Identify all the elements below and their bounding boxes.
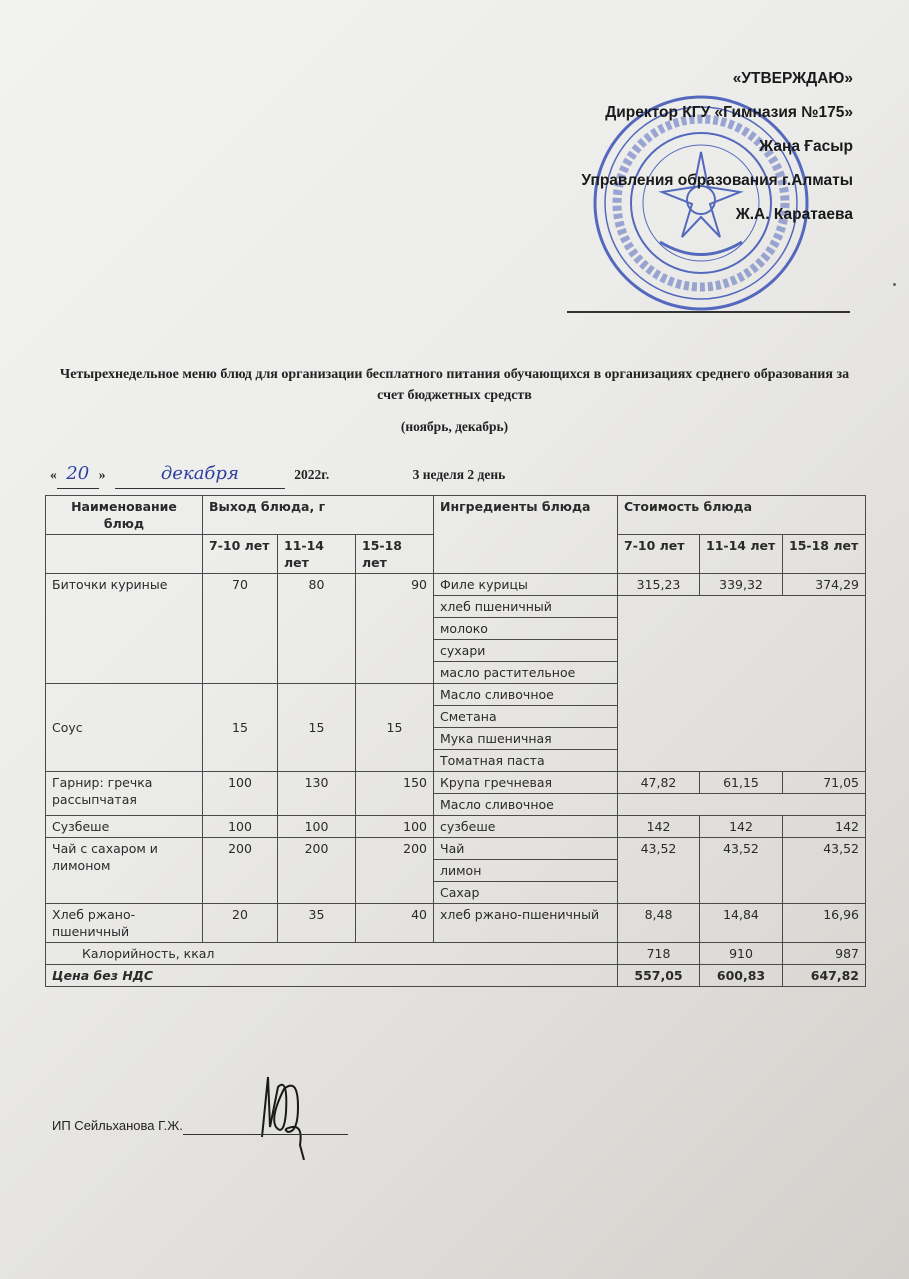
yield-7-10: 100: [203, 772, 278, 816]
cost-15-18: 71,05: [783, 772, 866, 794]
date-open-quote: «: [50, 467, 57, 482]
speck: [893, 283, 896, 286]
approval-director: Директор КГУ «Гимназия №175»: [605, 104, 853, 121]
cost-15-18: 16,96: [783, 904, 866, 943]
calories-label: Калорийность, ккал: [46, 943, 618, 965]
document-period: (ноябрь, декабрь): [400, 419, 509, 434]
ingredient: масло растительное: [434, 662, 618, 684]
yield-15-18: 100: [356, 816, 434, 838]
cost-7-10: 8,48: [618, 904, 700, 943]
date-line: [50, 462, 909, 489]
footer-area: [0, 1047, 909, 1177]
price-11-14: 600,83: [700, 965, 783, 987]
header-cost: Стоимость блюда: [618, 496, 866, 535]
header-yield-11-14: 11-14 лет: [278, 535, 356, 574]
yield-7-10: 200: [203, 838, 278, 904]
table-row: [46, 772, 866, 794]
cost-11-14: 339,32: [700, 574, 783, 596]
ingredient: Мука пшеничная: [434, 728, 618, 750]
yield-7-10: 100: [203, 816, 278, 838]
dish-name: Биточки куриные: [46, 574, 203, 684]
ingredient: Чай: [434, 838, 618, 860]
header-yield: Выход блюда, г: [203, 496, 434, 535]
yield-15-18: 150: [356, 772, 434, 816]
yield-7-10: 70: [203, 574, 278, 684]
ingredient: Сахар: [434, 882, 618, 904]
ingredient: сухари: [434, 640, 618, 662]
calories-7-10: 718: [618, 943, 700, 965]
price-7-10: 557,05: [618, 965, 700, 987]
menu-table: [45, 495, 866, 987]
yield-7-10: 20: [203, 904, 278, 943]
yield-11-14: 200: [278, 838, 356, 904]
header-cost-7-10: 7-10 лет: [618, 535, 700, 574]
cost-blank: [618, 794, 866, 816]
price-row: [46, 965, 866, 987]
signer-name: ИП Сейльханова Г.Ж.: [52, 1118, 183, 1133]
header-blank: [46, 535, 203, 574]
yield-11-14: 35: [278, 904, 356, 943]
calories-row: [46, 943, 866, 965]
date-year: 2022г.: [294, 467, 330, 482]
header-yield-15-18: 15-18 лет: [356, 535, 434, 574]
header-ingredients: Ингредиенты блюда: [434, 496, 618, 574]
dish-name: Гарнир: гречка рассыпчатая: [46, 772, 203, 816]
approval-block: [581, 62, 853, 232]
price-15-18: 647,82: [783, 965, 866, 987]
price-label: Цена без НДС: [46, 965, 618, 987]
cost-15-18: 374,29: [783, 574, 866, 596]
yield-11-14: 130: [278, 772, 356, 816]
ingredient: молоко: [434, 618, 618, 640]
yield-11-14: 80: [278, 574, 356, 684]
table-row: [46, 904, 866, 943]
ingredient: Томатная паста: [434, 750, 618, 772]
ingredient: лимон: [434, 860, 618, 882]
yield-15-18: 15: [356, 684, 434, 772]
week-day: 3 неделя 2 день: [412, 467, 506, 482]
ingredient: хлеб пшеничный: [434, 596, 618, 618]
approval-name: Ж.А. Каратаева: [735, 206, 853, 223]
cost-11-14: 43,52: [700, 838, 783, 904]
table-row: [46, 838, 866, 860]
dish-name: Хлеб ржано-пшеничный: [46, 904, 203, 943]
ingredient: сузбеше: [434, 816, 618, 838]
calories-11-14: 910: [700, 943, 783, 965]
approval-school: Жаңа Ғасыр: [759, 138, 853, 155]
cost-11-14: 14,84: [700, 904, 783, 943]
table-row: [46, 574, 866, 596]
date-close-quote: »: [98, 467, 106, 482]
header-dish-name: Наименование блюд: [46, 496, 203, 535]
date-month: декабря: [160, 463, 239, 484]
dish-name: Чай с сахаром и лимоном: [46, 838, 203, 904]
yield-7-10: 15: [203, 684, 278, 772]
handwritten-signature: [248, 1067, 308, 1160]
dish-name: Соус: [46, 684, 203, 772]
cost-blank: [618, 596, 866, 772]
cost-7-10: 315,23: [618, 574, 700, 596]
yield-11-14: 15: [278, 684, 356, 772]
ingredient: хлеб ржано-пшеничный: [434, 904, 618, 943]
footer-signer: [52, 1117, 348, 1135]
ingredient: Филе курицы: [434, 574, 618, 596]
approval-heading: «УТВЕРЖДАЮ»: [732, 70, 853, 87]
yield-11-14: 100: [278, 816, 356, 838]
header-yield-7-10: 7-10 лет: [203, 535, 278, 574]
cost-7-10: 43,52: [618, 838, 700, 904]
ingredient: Масло сливочное: [434, 794, 618, 816]
header-cost-11-14: 11-14 лет: [700, 535, 783, 574]
approval-department: Управления образования г.Алматы: [581, 172, 853, 189]
cost-15-18: 142: [783, 816, 866, 838]
cost-11-14: 61,15: [700, 772, 783, 794]
header-cost-15-18: 15-18 лет: [783, 535, 866, 574]
date-day: 20: [66, 463, 90, 484]
cost-7-10: 142: [618, 816, 700, 838]
yield-15-18: 200: [356, 838, 434, 904]
calories-15-18: 987: [783, 943, 866, 965]
approval-area: [0, 60, 909, 322]
ingredient: Сметана: [434, 706, 618, 728]
yield-15-18: 40: [356, 904, 434, 943]
cost-7-10: 47,82: [618, 772, 700, 794]
cost-11-14: 142: [700, 816, 783, 838]
ingredient: Крупа гречневая: [434, 772, 618, 794]
header-row: [46, 496, 866, 535]
cost-15-18: 43,52: [783, 838, 866, 904]
yield-15-18: 90: [356, 574, 434, 684]
ingredient: Масло сливочное: [434, 684, 618, 706]
dish-name: Сузбеше: [46, 816, 203, 838]
signature-line: [183, 1120, 348, 1135]
table-row: [46, 816, 866, 838]
document-title: Четырехнедельное меню блюд для организации бесплатного питания обучающихся в организациях среднего образования за счет бюджетных средств: [59, 367, 850, 403]
